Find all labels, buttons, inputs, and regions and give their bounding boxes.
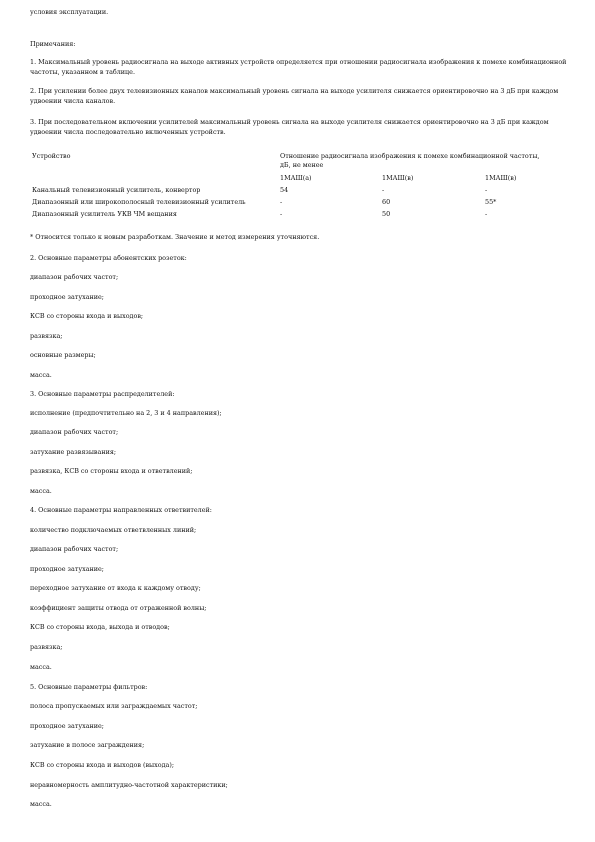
list-item: диапазон рабочих частот; xyxy=(30,545,119,553)
table-header-device: Устройство xyxy=(32,152,71,160)
list-item: масса. xyxy=(30,371,52,379)
list-item: проходное затухание; xyxy=(30,565,104,573)
footnote: * Относится только к новым разработкам. Значение и метод измерения уточняются. xyxy=(30,233,320,241)
table-row-name: Диапазонный усилитель УКВ ЧМ вещания xyxy=(32,210,177,218)
list-item: развязка; xyxy=(30,332,63,340)
list-item: масса. xyxy=(30,663,52,671)
table-row-name: Диапазонный или широкополосный телевизионный усилитель xyxy=(32,198,246,206)
list-item: диапазон рабочих частот; xyxy=(30,428,119,436)
list-item: затухание в полосе заграждения; xyxy=(30,741,145,749)
list-item: проходное затухание; xyxy=(30,293,104,301)
section-heading: 5. Основные параметры фильтров: xyxy=(30,683,148,691)
text-line: условия эксплуатации. xyxy=(30,8,109,16)
list-item: основные размеры; xyxy=(30,351,96,359)
list-item: количество подключаемых ответвленных линий; xyxy=(30,526,197,534)
list-item: КСВ со стороны входа, выхода и отводов; xyxy=(30,623,170,631)
table-cell: - xyxy=(280,198,283,206)
table-row-name: Канальный телевизионный усилитель, конвертор xyxy=(32,186,201,194)
list-item: развязка, КСВ со стороны входа и ответвлений; xyxy=(30,467,193,475)
table-cell: 50 xyxy=(382,210,391,218)
note-1: 1. Максимальный уровень радиосигнала на выходе активных устройств определяется при отношении радиосигнала изображения к помехе комбинационной частоты, указанном в таблице. xyxy=(30,58,567,76)
list-item: коэффициент защиты отвода от отраженной волны; xyxy=(30,604,207,612)
table-cell: 55* xyxy=(485,198,497,206)
ratio-table xyxy=(30,150,570,225)
list-item: развязка; xyxy=(30,643,63,651)
list-item: неравномерность амплитудно-частотной характеристики; xyxy=(30,781,228,789)
list-item: масса. xyxy=(30,487,52,495)
section-heading: 2. Основные параметры абонентских розеток: xyxy=(30,254,187,262)
list-item: проходное затухание; xyxy=(30,722,104,730)
table-cell: 60 xyxy=(382,198,391,206)
list-item: затухание развязывания; xyxy=(30,448,117,456)
list-item: масса. xyxy=(30,800,52,808)
table-cell: - xyxy=(382,186,385,194)
table-cell: - xyxy=(485,186,488,194)
table-subheader: 1МАШ(в) xyxy=(485,174,517,182)
note-2: 2. При усилении более двух телевизионных каналов максимальный уровень сигнала на выходе усилителя снижается ориентировочно на 3 дБ при каждом удвоении числа каналов. xyxy=(30,87,559,105)
table-subheader: 1МАШ(а) xyxy=(280,174,312,182)
list-item: исполнение (предпочтительно на 2, 3 и 4 направления); xyxy=(30,409,222,417)
list-item: КСВ со стороны входа и выходов (выхода); xyxy=(30,761,174,769)
list-item: переходное затухание от входа к каждому отводу; xyxy=(30,584,201,592)
list-item: КСВ со стороны входа и выходов; xyxy=(30,312,144,320)
note-3: 3. При последовательном включении усилителей максимальный уровень сигнала на выходе усилителя снижается ориентировочно на 3 дБ при каждом удвоении числа последовательно включенных устройств. xyxy=(30,118,549,136)
table-subheader: 1МАШ(в) xyxy=(382,174,414,182)
list-item: диапазон рабочих частот; xyxy=(30,273,119,281)
table-cell: - xyxy=(280,210,283,218)
list-item: полоса пропускаемых или заграждаемых частот; xyxy=(30,702,198,710)
table-header-ratio: Отношение радиосигнала изображения к помехе комбинационной частоты, дБ, не менее xyxy=(280,152,540,169)
table-cell: 54 xyxy=(280,186,289,194)
table-cell: - xyxy=(485,210,488,218)
section-heading: 3. Основные параметры распределителей: xyxy=(30,390,175,398)
section-heading: 4. Основные параметры направленных ответвителей: xyxy=(30,506,212,514)
notes-heading: Примечания: xyxy=(30,40,76,48)
